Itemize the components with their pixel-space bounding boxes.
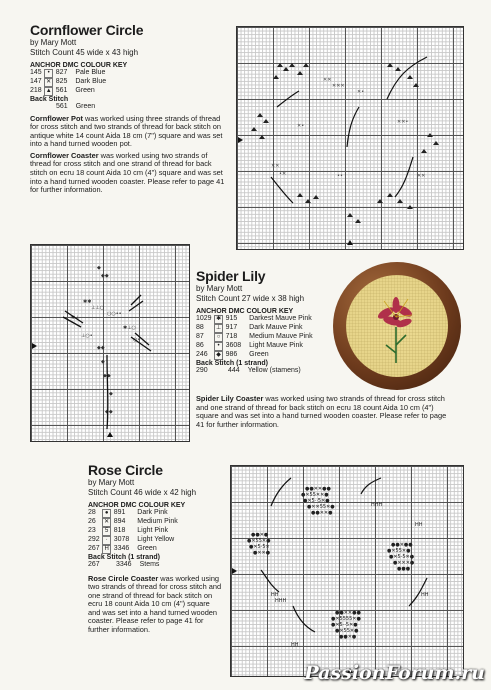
spider-key-row bbox=[196, 315, 315, 324]
svg-text:●●✕●: ●●✕● bbox=[251, 532, 269, 538]
key-symbol-glyph: H bbox=[102, 545, 111, 554]
rose-title: Rose Circle bbox=[88, 462, 163, 478]
watermark: PassionForum.ru bbox=[304, 662, 485, 684]
key-colour: Green bbox=[137, 545, 157, 553]
bs-anchor bbox=[30, 103, 44, 112]
spider-author: by Mary Mott bbox=[196, 284, 243, 293]
svg-text:●●●: ●●● bbox=[397, 566, 411, 572]
rose-colour-key bbox=[88, 509, 180, 554]
key-symbol-glyph: ◆ bbox=[214, 351, 223, 360]
rose-key-header: ANCHOR DMC COLOUR KEY bbox=[88, 502, 186, 509]
svg-text:HH: HH bbox=[415, 522, 423, 528]
spider-key-row bbox=[196, 333, 315, 342]
svg-text:⊥⊥○: ⊥⊥○ bbox=[91, 305, 105, 311]
key-symbol bbox=[102, 518, 114, 527]
svg-text:◆◆: ◆◆ bbox=[101, 273, 109, 279]
svg-text:●✕5·5✕●: ●✕5·5✕● bbox=[389, 554, 415, 560]
key-symbol-glyph: ○ bbox=[214, 333, 223, 342]
svg-text:●✕55✕●: ●✕55✕● bbox=[247, 538, 271, 544]
spider-back-stitch-key: 290 444 Yellow (stamens) bbox=[196, 367, 301, 374]
spider-lily-flower-icon bbox=[346, 275, 448, 377]
key-symbol-glyph: ▲ bbox=[45, 88, 52, 94]
rose-key-row bbox=[88, 509, 180, 518]
svg-text:HH: HH bbox=[291, 642, 299, 648]
key-dmc: 917 bbox=[225, 324, 238, 332]
rose-stitch-count: Stitch Count 46 wide x 42 high bbox=[88, 488, 197, 497]
svg-text:•✕: •✕ bbox=[279, 171, 287, 177]
spider-key-row bbox=[196, 342, 315, 351]
key-symbol bbox=[102, 545, 114, 554]
svg-text:◆◆: ◆◆ bbox=[105, 409, 113, 415]
svg-text:✕•: ✕• bbox=[297, 123, 305, 129]
rose-chart bbox=[230, 465, 464, 677]
key-anchor: 1029 bbox=[196, 315, 212, 323]
key-colour: Light Mauve Pink bbox=[249, 342, 303, 350]
spider-chart bbox=[30, 244, 190, 442]
key-dmc: 891 bbox=[113, 509, 126, 517]
key-symbol bbox=[102, 509, 114, 518]
key-symbol-glyph: • bbox=[214, 342, 223, 351]
cornflower-back-stitch-key bbox=[30, 103, 97, 112]
key-symbol-glyph: ✱ bbox=[216, 316, 222, 322]
key-symbol-glyph: • bbox=[44, 69, 53, 78]
key-colour: Medium Pink bbox=[137, 518, 178, 526]
spider-title: Spider Lily bbox=[196, 268, 266, 284]
rose-section bbox=[88, 462, 223, 635]
svg-text:✕✕: ✕✕ bbox=[271, 163, 280, 169]
key-dmc: 986 bbox=[225, 351, 238, 359]
key-colour: Darkest Mauve Pink bbox=[249, 315, 312, 323]
key-symbol bbox=[44, 87, 56, 96]
key-symbol-glyph: ● bbox=[102, 509, 111, 518]
svg-text:••: •• bbox=[337, 173, 343, 179]
cornflower-key-row bbox=[30, 69, 108, 78]
key-anchor: 28 bbox=[88, 509, 96, 517]
key-dmc: 825 bbox=[55, 78, 68, 86]
spider-coaster-paragraph: Spider Lily Coaster was worked using two strands of thread for cross stitch and one strand of thread for back stitch on ecru 18 count Aida 10 cm (4") square and was set into a hand turned wooden coaster. Please refer to page 41 for further information. bbox=[196, 394, 447, 429]
key-dmc: 827 bbox=[55, 69, 68, 77]
bs-colour: Green bbox=[75, 103, 96, 110]
rose-chart-motifs bbox=[231, 466, 463, 676]
spider-key-row bbox=[196, 324, 315, 333]
svg-text:○○••: ○○•• bbox=[107, 311, 122, 317]
svg-text:●●✕✕●: ●●✕✕● bbox=[311, 510, 333, 516]
key-anchor: 147 bbox=[30, 78, 42, 86]
svg-text:●●✕✕●●: ●●✕✕●● bbox=[305, 486, 331, 492]
key-colour: Dark Mauve Pink bbox=[249, 324, 303, 332]
key-anchor: 87 bbox=[196, 333, 204, 341]
key-symbol-glyph: ✕ bbox=[104, 519, 110, 525]
rose-key-row bbox=[88, 536, 180, 545]
svg-text:◆: ◆ bbox=[97, 265, 101, 271]
key-anchor: 23 bbox=[88, 527, 96, 535]
spider-back-stitch-title: Back Stitch (1 strand) bbox=[196, 360, 268, 367]
rose-key-row bbox=[88, 545, 180, 554]
bs-dmc: 561 bbox=[56, 103, 68, 110]
cornflower-stitch-count: Stitch Count 45 wide x 43 high bbox=[30, 48, 139, 57]
rose-back-stitch-title: Back Stitch (1 strand) bbox=[88, 554, 160, 561]
key-anchor: 292 bbox=[88, 536, 100, 544]
spider-section bbox=[196, 268, 336, 376]
key-colour: Light Pink bbox=[137, 527, 169, 535]
coaster-fabric bbox=[346, 275, 448, 377]
key-dmc: 3078 bbox=[113, 536, 130, 544]
svg-text:HHH: HHH bbox=[275, 598, 287, 604]
key-symbol-glyph: 5 bbox=[102, 527, 111, 536]
cornflower-back-stitch-title: Back Stitch bbox=[30, 96, 69, 103]
svg-text:◆: ◆ bbox=[109, 391, 113, 397]
svg-text:●✕5·5✕: ●✕5·5✕ bbox=[249, 544, 270, 550]
rose-key-row bbox=[88, 518, 180, 527]
key-dmc: 894 bbox=[113, 518, 126, 526]
svg-text:●✕✕55✕●: ●✕✕55✕● bbox=[307, 504, 335, 510]
svg-text:●✕5··5✕●: ●✕5··5✕● bbox=[331, 622, 358, 628]
key-symbol bbox=[214, 315, 226, 324]
key-anchor: 145 bbox=[30, 69, 42, 77]
key-colour: Pale Blue bbox=[75, 69, 106, 77]
key-symbol bbox=[102, 536, 114, 545]
spider-colour-key bbox=[196, 315, 315, 360]
key-symbol-glyph: · bbox=[102, 536, 111, 545]
key-symbol bbox=[214, 324, 226, 333]
cornflower-pot-paragraph: Cornflower Pot was worked using three strands of thread for cross stitch and two strands of thread for back stitch on antique white 14 count Aida 18 cm (7") square and was set into a hand turned wooden pot. bbox=[30, 113, 223, 149]
key-symbol-glyph: ✕ bbox=[46, 79, 52, 85]
key-dmc: 915 bbox=[225, 315, 238, 323]
cornflower-chart-motifs bbox=[237, 27, 463, 249]
svg-text:◆: ◆ bbox=[101, 359, 105, 365]
svg-text:✕✕•: ✕✕• bbox=[397, 119, 409, 125]
svg-text:✱⊥○: ✱⊥○ bbox=[123, 325, 136, 331]
key-symbol bbox=[214, 333, 226, 342]
rose-key-row bbox=[88, 527, 180, 536]
key-symbol-glyph: ⊥ bbox=[215, 325, 222, 331]
cornflower-colour-key bbox=[30, 69, 108, 96]
svg-text:HH: HH bbox=[271, 592, 279, 598]
cornflower-key-header: ANCHOR DMC COLOUR KEY bbox=[30, 62, 128, 69]
key-dmc: 3346 bbox=[113, 545, 130, 553]
spider-key-row bbox=[196, 351, 315, 360]
svg-text:●✕✕✕●: ●✕✕✕● bbox=[393, 560, 415, 566]
svg-text:✕•: ✕• bbox=[357, 89, 365, 95]
svg-text:⊥○•: ⊥○• bbox=[81, 333, 93, 339]
rose-back-stitch-key: 267 3346 Stems bbox=[88, 561, 160, 568]
svg-text:●✕55✕✕●: ●✕55✕✕● bbox=[301, 492, 329, 498]
svg-text:●✕55✕●: ●✕55✕● bbox=[335, 628, 359, 634]
rose-coaster-paragraph: Rose Circle Coaster was worked using two strands of thread for cross stitch and one strand of thread for back stitch on ecru 18 count Aida 10 cm (4") square and was set into a hand turned wooden coaster. Please refer to page 41 for further information. bbox=[88, 573, 222, 635]
svg-text:●✕5555✕●: ●✕5555✕● bbox=[331, 616, 361, 622]
cornflower-chart bbox=[236, 26, 464, 250]
key-symbol bbox=[44, 69, 56, 78]
svg-text:✱⊥: ✱⊥ bbox=[71, 315, 80, 321]
cornflower-coaster-paragraph: Cornflower Coaster was worked using two strands of thread for cross stitch and one strand of thread for back stitch on ecru 18 count Aida 10 cm (4") square and was set into a hand turned wooden coaster. Please refer to page 41 for further information. bbox=[30, 150, 225, 195]
spider-chart-motifs bbox=[31, 245, 189, 441]
key-colour: Medium Mauve Pink bbox=[249, 333, 313, 341]
key-anchor: 218 bbox=[30, 87, 42, 95]
spider-lily-coaster-photo bbox=[333, 262, 461, 390]
key-dmc: 3608 bbox=[225, 342, 242, 350]
key-anchor: 26 bbox=[88, 518, 96, 526]
svg-text:●✕✕●: ●✕✕● bbox=[253, 550, 271, 556]
key-anchor: 88 bbox=[196, 324, 204, 332]
cornflower-author: by Mary Mott bbox=[30, 38, 77, 47]
cornflower-key-row bbox=[30, 87, 108, 96]
svg-text:◆◆: ◆◆ bbox=[97, 345, 105, 351]
rose-author: by Mary Mott bbox=[88, 478, 135, 487]
key-dmc: 818 bbox=[113, 527, 126, 535]
key-anchor: 246 bbox=[196, 351, 208, 359]
svg-text:HH: HH bbox=[421, 592, 429, 598]
spider-stitch-count: Stitch Count 27 wide x 38 high bbox=[196, 294, 305, 303]
key-anchor: 86 bbox=[196, 342, 204, 350]
key-colour: Green bbox=[75, 87, 95, 95]
cornflower-section bbox=[30, 22, 230, 195]
cornflower-title: Cornflower Circle bbox=[30, 22, 144, 38]
svg-text:HHH: HHH bbox=[371, 502, 383, 508]
svg-text:◆◆: ◆◆ bbox=[103, 373, 111, 379]
key-colour: Green bbox=[249, 351, 269, 359]
key-anchor: 267 bbox=[88, 545, 100, 553]
svg-text:●●✕✕●●: ●●✕✕●● bbox=[335, 610, 361, 616]
svg-text:✕✕: ✕✕ bbox=[417, 173, 426, 179]
key-colour: Light Yellow bbox=[137, 536, 175, 544]
svg-text:●●✕●●: ●●✕●● bbox=[391, 542, 413, 548]
cornflower-key-row bbox=[30, 78, 108, 87]
spider-key-header: ANCHOR DMC COLOUR KEY bbox=[196, 308, 294, 315]
key-colour: Dark Blue bbox=[75, 78, 107, 86]
svg-text:●✕55✕●: ●✕55✕● bbox=[387, 548, 411, 554]
svg-text:●●✕●: ●●✕● bbox=[339, 634, 357, 640]
key-symbol bbox=[44, 78, 56, 87]
key-symbol bbox=[214, 351, 226, 360]
svg-text:✕✕: ✕✕ bbox=[323, 77, 332, 83]
key-colour: Dark Pink bbox=[137, 509, 168, 517]
key-symbol bbox=[102, 527, 114, 536]
svg-text:✕✕✕: ✕✕✕ bbox=[332, 83, 345, 89]
svg-text:✱✱: ✱✱ bbox=[83, 299, 92, 305]
svg-text:●✕5··5✕●: ●✕5··5✕● bbox=[303, 498, 330, 504]
svg-text:○•: ○• bbox=[133, 337, 141, 343]
key-symbol bbox=[214, 342, 226, 351]
key-dmc: 718 bbox=[225, 333, 238, 341]
key-dmc: 561 bbox=[55, 87, 68, 95]
